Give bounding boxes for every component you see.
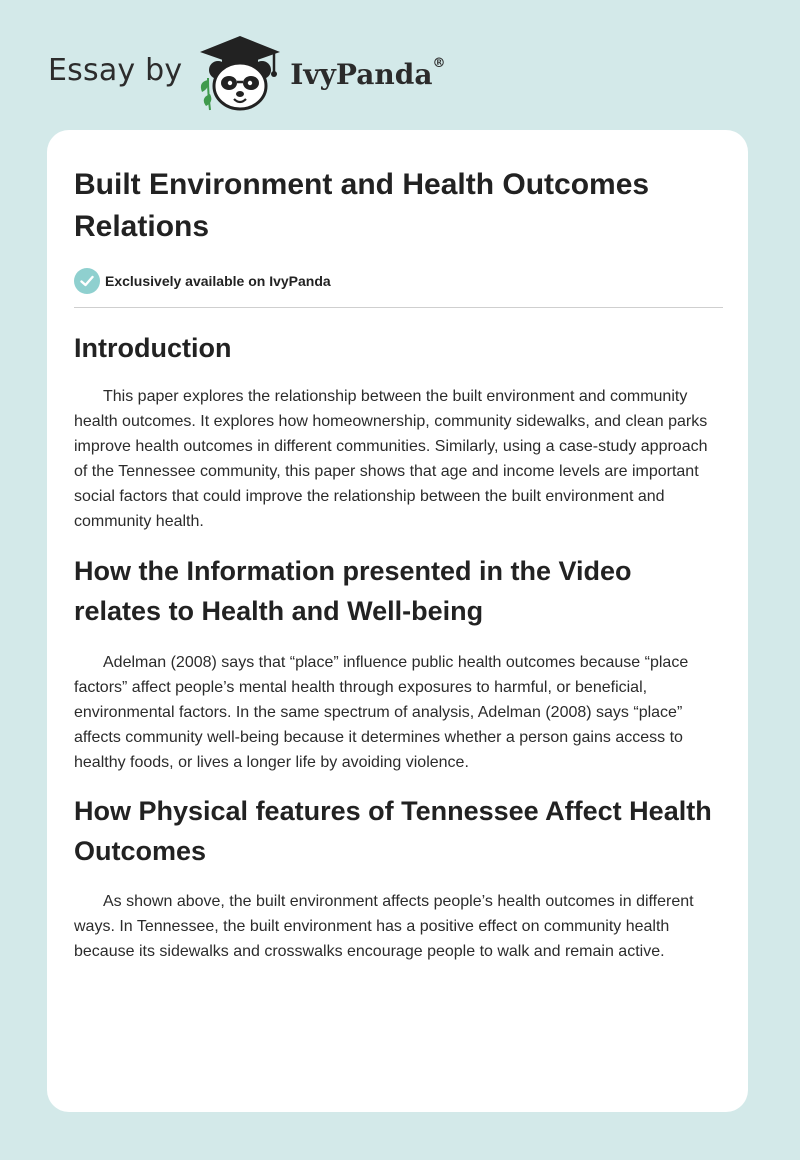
section-paragraph-tennessee: As shown above, the built environment affects people’s health outcomes in different ways. In Tennessee, the built environment has a positive effect on community health because its sidewalks and crosswalks encourage people to walk and remain active. [74, 893, 694, 960]
registered-mark: ® [432, 56, 446, 72]
essay-by-label: Essay by [48, 52, 183, 88]
exclusive-label: Exclusively available on IvyPanda [105, 273, 331, 289]
panda-graduate-icon [196, 34, 284, 114]
ivypanda-logo[interactable] [196, 34, 445, 114]
check-icon [74, 268, 100, 294]
section-heading-video: How the Information presented in the Video relates to Health and Well-being [74, 556, 632, 626]
site-header [48, 34, 445, 114]
section-heading-tennessee: How Physical features of Tennessee Affect Health Outcomes [74, 796, 712, 866]
section-paragraph-video: Adelman (2008) says that “place” influence public health outcomes because “place factors” affect people’s mental health through exposures to harmful, or beneficial, environmental factors. In the same spectrum of analysis, Adelman (2008) says “place” affects community well-being because it determines whether a person gains access to healthy foods, or lives a longer life by avoiding violence. [74, 654, 689, 771]
divider [74, 307, 723, 308]
exclusive-badge [74, 267, 724, 295]
essay-card [47, 130, 748, 1112]
section-heading-introduction: Introduction [74, 333, 232, 363]
page-title: Built Environment and Health Outcomes Relations [74, 168, 650, 243]
section-paragraph-introduction: This paper explores the relationship between the built environment and community health outcomes. It explores how homeownership, community sidewalks, and clean parks improve health outcomes in different communities. Similarly, using a case-study approach of the Tennessee community, this paper shows that age and income levels are important social factors that could improve the relationship between the built environment and community health. [74, 388, 708, 530]
brand-name: IvyPanda® [290, 56, 446, 91]
essay-content [74, 164, 724, 964]
